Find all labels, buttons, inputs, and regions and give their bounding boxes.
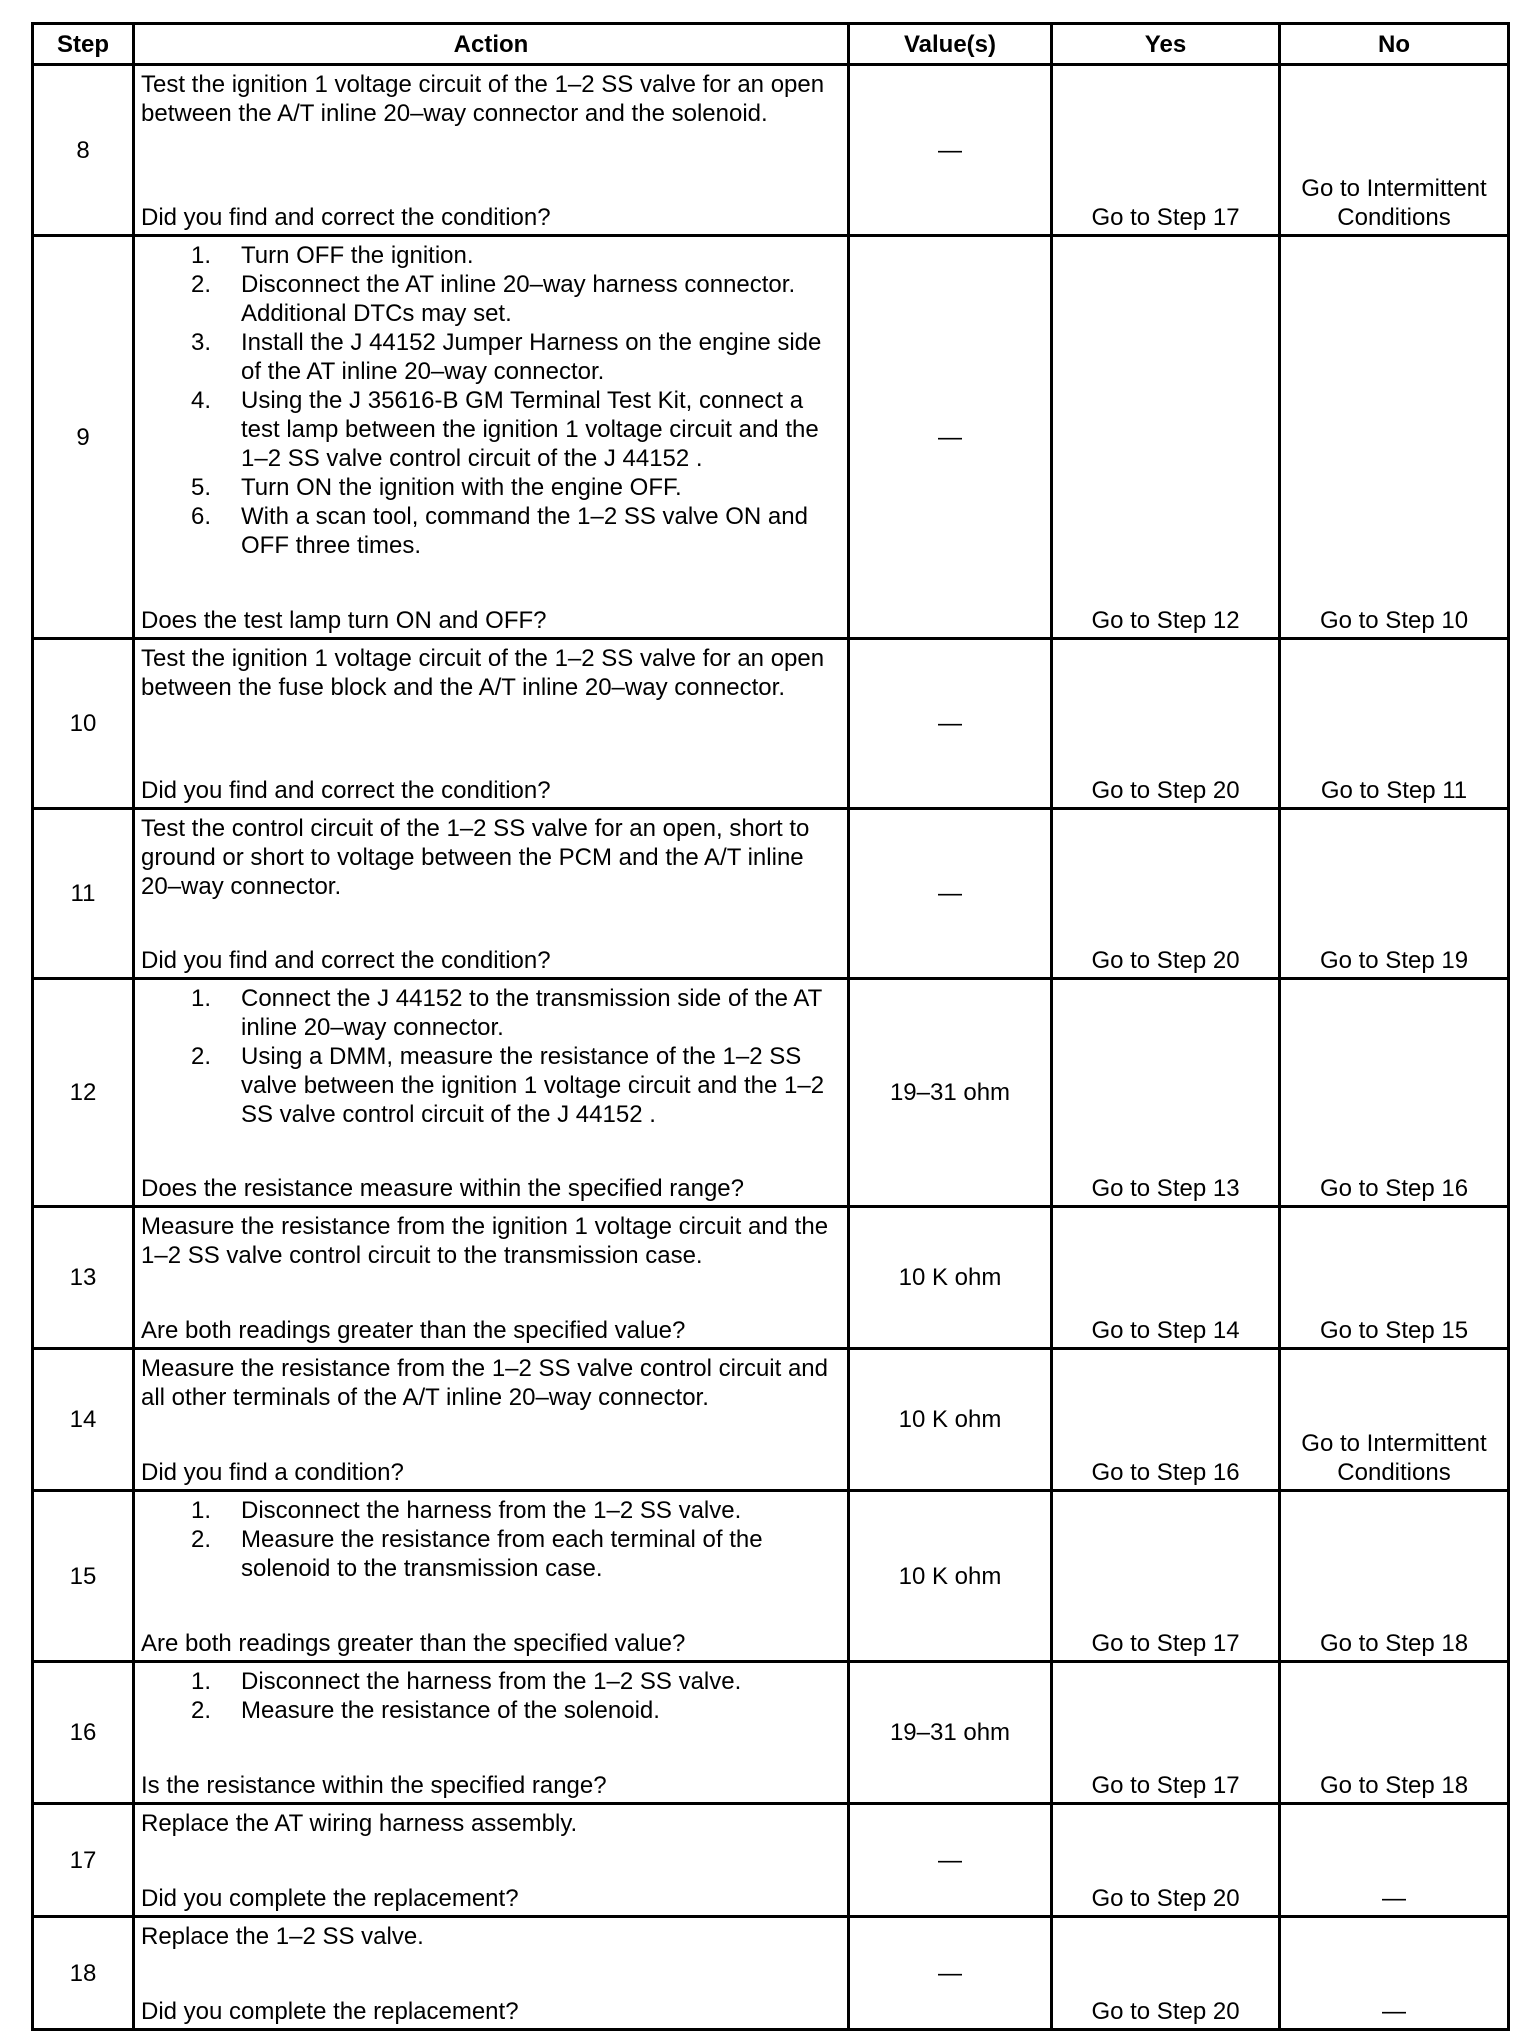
action-text: Test the ignition 1 voltage circuit of the 1–2 SS valve for an open between the fuse block and the A/T inline 20–way connector. bbox=[141, 645, 825, 701]
no-cell: — bbox=[1280, 1917, 1509, 2030]
yes-cell: Go to Step 16 bbox=[1052, 1349, 1280, 1491]
step-item-text: Turn OFF the ignition. bbox=[241, 242, 474, 269]
action-cell bbox=[134, 639, 849, 809]
action-content bbox=[141, 241, 841, 635]
step-item-text: Measure the resistance from each terminal of the solenoid to the transmission case. bbox=[241, 1526, 763, 1582]
action-step-item bbox=[141, 270, 841, 328]
no-cell: Go to Step 18 bbox=[1280, 1491, 1509, 1662]
action-text: Measure the resistance from the ignition 1 voltage circuit and the 1–2 SS valve control circuit to the transmission case. bbox=[141, 1213, 829, 1269]
step-item-text: Disconnect the AT inline 20–way harness connector. Additional DTCs may set. bbox=[241, 271, 796, 327]
value-cell: — bbox=[849, 809, 1052, 979]
action-question: Are both readings greater than the specified value? bbox=[141, 1317, 686, 1344]
action-steps-list bbox=[141, 1667, 841, 1725]
step-number: 9 bbox=[33, 236, 134, 639]
header-values: Value(s) bbox=[849, 24, 1052, 65]
action-cell bbox=[134, 1804, 849, 1917]
yes-cell: Go to Step 17 bbox=[1052, 65, 1280, 236]
step-number: 16 bbox=[33, 1662, 134, 1804]
yes-cell: Go to Step 14 bbox=[1052, 1207, 1280, 1349]
table-row bbox=[33, 809, 1509, 979]
yes-cell: Go to Step 20 bbox=[1052, 809, 1280, 979]
step-item-text: Install the J 44152 Jumper Harness on the engine side of the AT inline 20–way connector. bbox=[241, 329, 822, 385]
action-step-item bbox=[141, 1042, 841, 1129]
step-item-text: With a scan tool, command the 1–2 SS valve ON and OFF three times. bbox=[241, 503, 808, 559]
table-row bbox=[33, 1349, 1509, 1491]
action-cell bbox=[134, 65, 849, 236]
action-step-item bbox=[141, 502, 841, 560]
yes-cell: Go to Step 17 bbox=[1052, 1491, 1280, 1662]
action-question: Did you find a condition? bbox=[141, 1459, 404, 1486]
action-question: Did you find and correct the condition? bbox=[141, 947, 551, 974]
action-steps-list bbox=[141, 984, 841, 1129]
step-number: 10 bbox=[33, 639, 134, 809]
action-text: Test the ignition 1 voltage circuit of the 1–2 SS valve for an open between the A/T inline 20–way connector and the solenoid. bbox=[141, 71, 825, 127]
yes-cell: Go to Step 12 bbox=[1052, 236, 1280, 639]
step-item-number: 2. bbox=[191, 271, 212, 298]
action-step-item bbox=[141, 473, 841, 502]
header-step: Step bbox=[33, 24, 134, 65]
step-number: 17 bbox=[33, 1804, 134, 1917]
table-row bbox=[33, 1662, 1509, 1804]
step-item-number: 1. bbox=[191, 1668, 212, 1695]
step-item-number: 2. bbox=[191, 1697, 212, 1724]
action-cell bbox=[134, 1207, 849, 1349]
no-cell: Go to Step 16 bbox=[1280, 979, 1509, 1207]
header-row bbox=[33, 24, 1509, 65]
action-content bbox=[141, 1354, 841, 1487]
action-text: Test the control circuit of the 1–2 SS valve for an open, short to ground or short to voltage between the PCM and the A/T inline 20–way connector. bbox=[141, 815, 810, 900]
step-item-text: Connect the J 44152 to the transmission side of the AT inline 20–way connector. bbox=[241, 985, 822, 1041]
action-content bbox=[141, 1212, 841, 1345]
step-item-text: Disconnect the harness from the 1–2 SS valve. bbox=[241, 1668, 742, 1695]
no-cell: Go to Intermittent Conditions bbox=[1280, 65, 1509, 236]
table-row bbox=[33, 1917, 1509, 2030]
value-cell: — bbox=[849, 639, 1052, 809]
table-row bbox=[33, 1207, 1509, 1349]
action-content bbox=[141, 814, 841, 975]
action-step-item bbox=[141, 1496, 841, 1525]
no-cell: — bbox=[1280, 1804, 1509, 1917]
action-content bbox=[141, 1922, 841, 2026]
action-steps-list bbox=[141, 241, 841, 560]
step-item-text: Using the J 35616-B GM Terminal Test Kit, connect a test lamp between the ignition 1 voltage circuit and the 1–2 SS valve control circuit of the J 44152 . bbox=[241, 387, 819, 472]
action-text: Measure the resistance from the 1–2 SS valve control circuit and all other terminals of the A/T inline 20–way connector. bbox=[141, 1355, 828, 1411]
table-row bbox=[33, 1804, 1509, 1917]
action-question: Does the test lamp turn ON and OFF? bbox=[141, 607, 547, 634]
step-item-number: 2. bbox=[191, 1043, 212, 1070]
action-cell bbox=[134, 1917, 849, 2030]
header-no: No bbox=[1280, 24, 1509, 65]
step-number: 13 bbox=[33, 1207, 134, 1349]
action-question: Did you find and correct the condition? bbox=[141, 204, 551, 231]
step-item-number: 5. bbox=[191, 474, 212, 501]
no-cell: Go to Step 15 bbox=[1280, 1207, 1509, 1349]
step-item-number: 1. bbox=[191, 1497, 212, 1524]
header-action: Action bbox=[134, 24, 849, 65]
step-item-number: 1. bbox=[191, 242, 212, 269]
table-row bbox=[33, 236, 1509, 639]
action-steps-list bbox=[141, 1496, 841, 1583]
no-cell: Go to Step 11 bbox=[1280, 639, 1509, 809]
action-question: Did you complete the replacement? bbox=[141, 1998, 519, 2025]
action-content bbox=[141, 1809, 841, 1913]
action-content bbox=[141, 984, 841, 1203]
value-cell: 10 K ohm bbox=[849, 1207, 1052, 1349]
value-cell: — bbox=[849, 1917, 1052, 2030]
no-cell: Go to Step 10 bbox=[1280, 236, 1509, 639]
action-question: Are both readings greater than the specified value? bbox=[141, 1630, 686, 1657]
step-item-number: 6. bbox=[191, 503, 212, 530]
step-item-text: Measure the resistance of the solenoid. bbox=[241, 1697, 660, 1724]
step-item-text: Using a DMM, measure the resistance of the 1–2 SS valve between the ignition 1 voltage circuit and the 1–2 SS valve control circuit of the J 44152 . bbox=[241, 1043, 825, 1128]
no-cell: Go to Step 18 bbox=[1280, 1662, 1509, 1804]
value-cell: — bbox=[849, 65, 1052, 236]
step-item-number: 1. bbox=[191, 985, 212, 1012]
no-cell: Go to Step 19 bbox=[1280, 809, 1509, 979]
action-question: Did you complete the replacement? bbox=[141, 1885, 519, 1912]
action-cell bbox=[134, 236, 849, 639]
step-number: 14 bbox=[33, 1349, 134, 1491]
value-cell: 19–31 ohm bbox=[849, 979, 1052, 1207]
action-step-item bbox=[141, 1696, 841, 1725]
step-number: 12 bbox=[33, 979, 134, 1207]
action-cell bbox=[134, 1491, 849, 1662]
value-cell: 10 K ohm bbox=[849, 1349, 1052, 1491]
action-text: Replace the 1–2 SS valve. bbox=[141, 1923, 424, 1950]
step-number: 15 bbox=[33, 1491, 134, 1662]
table-row bbox=[33, 639, 1509, 809]
table-row bbox=[33, 1491, 1509, 1662]
step-item-number: 2. bbox=[191, 1526, 212, 1553]
action-step-item bbox=[141, 328, 841, 386]
yes-cell: Go to Step 13 bbox=[1052, 979, 1280, 1207]
value-cell: 19–31 ohm bbox=[849, 1662, 1052, 1804]
value-cell: — bbox=[849, 1804, 1052, 1917]
yes-cell: Go to Step 20 bbox=[1052, 639, 1280, 809]
diagnostic-table-wrapper bbox=[31, 22, 1507, 2031]
action-step-item bbox=[141, 241, 841, 270]
action-cell bbox=[134, 1349, 849, 1491]
yes-cell: Go to Step 17 bbox=[1052, 1662, 1280, 1804]
table-row bbox=[33, 979, 1509, 1207]
header-yes: Yes bbox=[1052, 24, 1280, 65]
no-cell: Go to Intermittent Conditions bbox=[1280, 1349, 1509, 1491]
action-step-item bbox=[141, 386, 841, 473]
step-number: 11 bbox=[33, 809, 134, 979]
action-question: Did you find and correct the condition? bbox=[141, 777, 551, 804]
action-question: Is the resistance within the specified range? bbox=[141, 1772, 607, 1799]
action-step-item bbox=[141, 984, 841, 1042]
action-text: Replace the AT wiring harness assembly. bbox=[141, 1810, 578, 1837]
action-content bbox=[141, 1496, 841, 1658]
action-step-item bbox=[141, 1667, 841, 1696]
action-content bbox=[141, 644, 841, 805]
action-cell bbox=[134, 1662, 849, 1804]
step-number: 8 bbox=[33, 65, 134, 236]
value-cell: — bbox=[849, 236, 1052, 639]
action-question: Does the resistance measure within the specified range? bbox=[141, 1175, 744, 1202]
action-content bbox=[141, 1667, 841, 1800]
table-row bbox=[33, 65, 1509, 236]
action-cell bbox=[134, 979, 849, 1207]
yes-cell: Go to Step 20 bbox=[1052, 1917, 1280, 2030]
action-content bbox=[141, 70, 841, 232]
yes-cell: Go to Step 20 bbox=[1052, 1804, 1280, 1917]
step-number: 18 bbox=[33, 1917, 134, 2030]
step-item-text: Turn ON the ignition with the engine OFF. bbox=[241, 474, 682, 501]
action-cell bbox=[134, 809, 849, 979]
step-item-number: 3. bbox=[191, 329, 212, 356]
diagnostic-table bbox=[31, 22, 1510, 2031]
step-item-number: 4. bbox=[191, 387, 212, 414]
value-cell: 10 K ohm bbox=[849, 1491, 1052, 1662]
step-item-text: Disconnect the harness from the 1–2 SS valve. bbox=[241, 1497, 742, 1524]
action-step-item bbox=[141, 1525, 841, 1583]
